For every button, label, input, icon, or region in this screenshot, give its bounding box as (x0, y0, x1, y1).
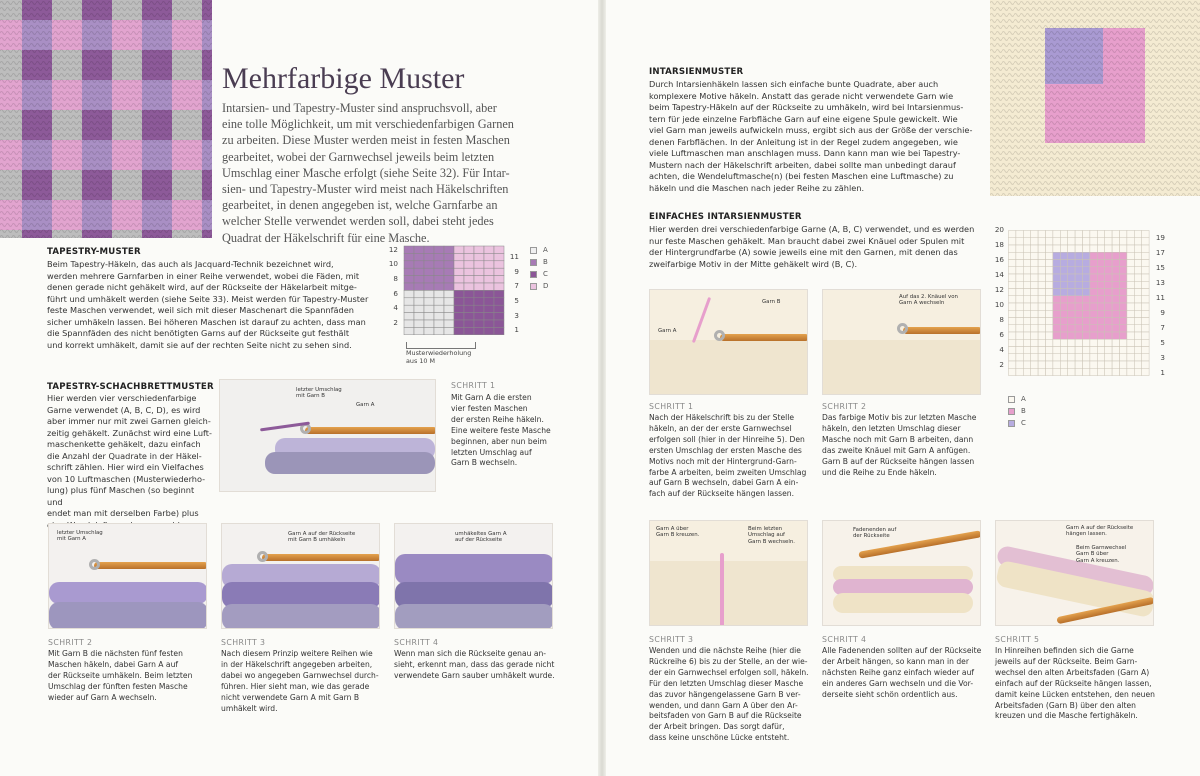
tapestry-step4-photo (394, 523, 553, 629)
chart-row-numbers-right (1151, 225, 1165, 385)
row-number: 8 (393, 274, 398, 283)
checkerboard-swatch-photo (0, 0, 212, 238)
tapestry-step3-label: SCHRITT 3 (221, 638, 266, 647)
tapestry-step3-text: Nach diesem Prinzip weitere Reihen wie in der Häkelschrift angegeben arbeiten, dabei wo angegeben Garnwechsel durch- führen. Hier sieht man, wie das gerade nicht verwendete Garn A mit Garn B umhäkelt wird. (221, 649, 379, 713)
row-number: 9 (514, 267, 519, 276)
callout-label: letzter Umschlag mit Garn A (57, 530, 103, 543)
tapestry-step1-photo (219, 379, 436, 492)
row-number: 8 (999, 315, 1004, 324)
row-number: 12 (994, 285, 1004, 294)
callout-label: Garn A (356, 402, 375, 408)
simple-intarsia-text: Hier werden drei verschiedenfarbige Garne (A, B, C) verwendet, und es werden nur feste Maschen gehäkelt. Man braucht dabei zwei Knäuel oder Spulen mit der Hintergrundfarbe (A) sowie jeweils eine mit den Garnen, mit denen das zweifarbige Motiv in der Mitte gehäkelt wird (B, C). (649, 224, 975, 269)
intarsia-step1-label: SCHRITT 1 (649, 402, 694, 411)
intarsia-step3-photo (649, 520, 808, 626)
tapestry-heading: TAPESTRY-MUSTER (47, 247, 141, 257)
row-number: 13 (1155, 278, 1165, 287)
legend-item: C (530, 268, 548, 280)
row-number: 2 (999, 360, 1004, 369)
callout-label: Garn B (762, 299, 781, 305)
intro-text: Intarsien- und Tapestry-Muster sind anspruchsvoll, aber eine tolle Möglichkeit, um mit verschiedenfarbigen Garnen zu arbeiten. Diese Muster werden meist in festen Maschen gearbeitet, wobei der Garnwechsel jeweils beim letzten Umschlag einer Masche erfolgt (siehe Seite 32). Für Intar- sien- und Tapestry-Muster wird meist nach Häkelschriften gearbeitet, in denen angegeben ist, welche Garnfarbe an welcher Stelle verwendet werden soll, dabei steht jedes Quadrat der Häkelschrift für eine Masche. (222, 101, 514, 245)
row-number: 18 (994, 240, 1004, 249)
tapestry-step4-text: Wenn man sich die Rückseite genau an- sieht, erkennt man, dass das gerade nicht verwendete Garn sauber umhäkelt wurde. (394, 649, 555, 680)
callout-label: umhäkeltes Garn A auf der Rückseite (455, 531, 507, 544)
legend-item: B (1008, 405, 1026, 417)
callout-label: Garn A auf der Rückseite hängen lassen. (1066, 525, 1134, 538)
tapestry-chart-grid (403, 245, 508, 335)
repeat-label: Musterwiederholung aus 10 M (406, 349, 472, 365)
intarsia-step5-text: In Hinreihen befinden sich die Garne jeweils auf der Rückseite. Beim Garn- wechsel den alten Arbeitsfaden (Garn A) einfach auf der Rückseite hängen lassen, damit keine Lücken entstehen, den neuen Arbeitsfaden (Garn B) über den alten kreuzen und die Masche fertighäkeln. (995, 646, 1155, 721)
intarsia-step4-label: SCHRITT 4 (822, 635, 867, 644)
simple-intarsia-heading: EINFACHES INTARSIENMUSTER (649, 212, 802, 222)
tapestry-step2-text: Mit Garn B die nächsten fünf festen Maschen häkeln, dabei Garn A auf der Rückseite umhäkeln. Beim letzten Umschlag der fünften festen Masche wieder auf Garn A wechseln. (48, 649, 193, 702)
intarsia-step1-text: Nach der Häkelschrift bis zu der Stelle häkeln, an der der erste Garnwechsel erfolgen soll (hier in der Hinreihe 5). Den ersten Umschlag der ersten Masche des Motivs noch mit der Hintergrund-Garn- farbe A arbeiten, beim zweiten Umschlag auf Garn B wechseln, dabei Garn A ein- fach auf der Rückseite hängen lassen. (649, 413, 807, 499)
row-number: 5 (514, 296, 519, 305)
intarsia-step1-photo (649, 289, 808, 395)
intarsia-step4-photo (822, 520, 981, 626)
callout-label: letzter Umschlag mit Garn B (296, 387, 342, 400)
legend-item: C (1008, 417, 1026, 429)
legend-item: D (530, 280, 548, 292)
intarsia-step2-photo (822, 289, 981, 395)
tapestry-step3-photo (221, 523, 380, 629)
tapestry-chart (388, 242, 578, 372)
tapestry-step2-label: SCHRITT 2 (48, 638, 93, 647)
row-number: 4 (999, 345, 1004, 354)
checker-heading: TAPESTRY-SCHACHBRETTMUSTER (47, 382, 214, 392)
intarsia-swatch-photo (990, 0, 1200, 196)
tapestry-legend (530, 244, 548, 292)
tapestry-step2-photo (48, 523, 207, 629)
legend-item: B (530, 256, 548, 268)
callout-label: Auf das 2. Knäuel von Garn A wechseln (899, 294, 958, 307)
intarsia-step2-text: Das farbige Motiv bis zur letzten Masche häkeln, den letzten Umschlag dieser Masche noch mit Garn B arbeiten, dann das zweite Knäuel mit Garn A anfügen. Garn B auf der Rückseite hängen lassen und die Reihe zu Ende häkeln. (822, 413, 977, 477)
callout-label: Fadenenden auf der Rückseite (853, 527, 897, 540)
row-number: 7 (514, 281, 519, 290)
row-number: 10 (388, 259, 398, 268)
page-gutter (598, 0, 606, 776)
intarsia-chart-grid (1008, 230, 1150, 377)
legend-item: A (1008, 393, 1026, 405)
intarsia-step4-text: Alle Fadenenden sollten auf der Rückseite der Arbeit hängen, so kann man in der nächsten Reihe ganz einfach wieder auf ein anderes Garn wechseln und die Vor- derseite sieht schön ordentlich aus. (822, 646, 982, 699)
row-number: 1 (514, 325, 519, 334)
intarsia-step2-label: SCHRITT 2 (822, 402, 867, 411)
checker-text: Hier werden vier verschiedenfarbige Garne verwendet (A, B, C, D), es wird aber immer nur mit zwei Garnen gleich- zeitig gehäkelt. Zunächst wird eine Luft- maschenkette gehäkelt, dazu einfach die Anzahl der Quadrate in der Häkel- schrift zählen. Hier wird ein Vielfaches von 10 Luftmaschen (Musterwiederho- lung) plus fünf Maschen (so beginnt und endet man mit derselben Farbe) plus (47, 393, 212, 518)
callout-label: Beim letzten Umschlag auf Garn B wechseln. (748, 526, 796, 545)
row-number: 19 (1155, 233, 1165, 242)
row-number: 11 (1155, 293, 1165, 302)
intarsia-legend (1008, 393, 1026, 429)
intarsia-swatch-image (990, 0, 1200, 196)
row-number: 14 (994, 270, 1004, 279)
row-number: 3 (1160, 353, 1165, 362)
tapestry-text: Beim Tapestry-Häkeln, das auch als Jacquard-Technik bezeichnet wird, werden mehrere Garnfarben in einer Reihe verwendet, wobei die Fäden, mit denen gerade nicht gehäkelt wird, auf der Rückseite der Häkelarbeit mitge- führt und umhäkelt werden (siehe Seite 33). Meist werden für Tapestry-Muster feste Maschen verwendet, weil sich mit dieser Maschenart die Spannfäden sicher umhäkeln lassen. Bei höheren Maschen ist darauf zu achten, dass man die Spannfäden des nicht benötigten Garns auf der Rückseite gut festhält und korrekt umhäkelt, damit sie auf der rechten Seite nicht zu sehen sind. (47, 259, 369, 350)
row-number: 2 (393, 318, 398, 327)
row-number: 17 (1155, 248, 1165, 257)
page-title: Mehrfarbige Muster (222, 62, 465, 95)
row-number: 4 (393, 303, 398, 312)
callout-label: Garn A auf der Rückseite mit Garn B umhäkeln (288, 531, 356, 544)
row-number: 5 (1160, 338, 1165, 347)
row-number: 16 (994, 255, 1004, 264)
row-number: 1 (1160, 368, 1165, 377)
intarsia-step3-label: SCHRITT 3 (649, 635, 694, 644)
row-number: 6 (999, 330, 1004, 339)
tapestry-step1-label: SCHRITT 1 (451, 381, 496, 390)
row-number: 20 (994, 225, 1004, 234)
legend-item: A (530, 244, 548, 256)
row-number: 9 (1160, 308, 1165, 317)
row-number: 3 (514, 311, 519, 320)
chart-row-numbers-left (388, 242, 398, 342)
row-number: 10 (994, 300, 1004, 309)
tapestry-step1-text: Mit Garn A die ersten vier festen Maschen der ersten Reihe häkeln. Eine weitere feste Masche beginnen, aber nun beim letzten Umschlag auf Garn B wechseln. (451, 393, 551, 468)
tapestry-step4-label: SCHRITT 4 (394, 638, 439, 647)
repeat-bracket (406, 342, 476, 349)
row-number: 12 (388, 245, 398, 254)
chart-row-numbers-left (990, 225, 1004, 385)
row-number: 11 (509, 252, 519, 261)
row-number: 15 (1155, 263, 1165, 272)
row-number: 7 (1160, 323, 1165, 332)
intarsia-step5-photo (995, 520, 1154, 626)
intarsia-step5-label: SCHRITT 5 (995, 635, 1040, 644)
row-number: 6 (393, 289, 398, 298)
intarsia-chart (990, 225, 1180, 440)
callout-label: Garn A (658, 328, 677, 334)
chart-row-numbers-right (509, 242, 519, 342)
intarsia-text: Durch Intarsienhäkeln lassen sich einfache bunte Quadrate, aber auch komplexere Motive häkeln. Anstatt das gerade nicht verwendete Garn wie beim Tapestry-Häkeln auf der Rückseite zu umhäkeln, wird bei Intarsienmus- tern für jede einzelne Farbfläche Garn auf eine eigene Spule gewickelt. Wie viel Garn man jeweils aufwickeln muss, ergibt sich aus der Größe der verschie- denen Farbflächen. In der Anleitung ist in der Regel zudem angegeben, wie viele Luftmaschen man anschlagen muss. Dann kann man wie bei Tapestry- Mustern nach der Häkelschrift arbeiten, dabei sollte man unbedingt darauf achten, die Wendeluftmasche(n) (bei festen Maschen eine Luftmasche) zu häkeln und die Maschen nach jeder Reihe zu zählen. (649, 79, 973, 193)
checkerboard-swatch-image (0, 0, 212, 238)
callout-label: Garn A über Garn B kreuzen. (656, 526, 700, 539)
intarsia-step3-text: Wenden und die nächste Reihe (hier die Rückreihe 6) bis zu der Stelle, an der wie- der ein Garnwechsel erfolgen soll, häkeln. Für den letzten Umschlag dieser Masche das zuvor hängengelassene Garn B ver- wenden, und dann Garn A über den Ar- beitsfaden von Garn B auf die Rückseite der Arbeit bringen. Das sorgt dafür, dass keine unschöne Lücke entsteht. (649, 646, 809, 743)
callout-label: Beim Garnwechsel Garn B über Garn A kreuzen. (1076, 545, 1127, 564)
intarsia-heading: INTARSIENMUSTER (649, 67, 744, 77)
